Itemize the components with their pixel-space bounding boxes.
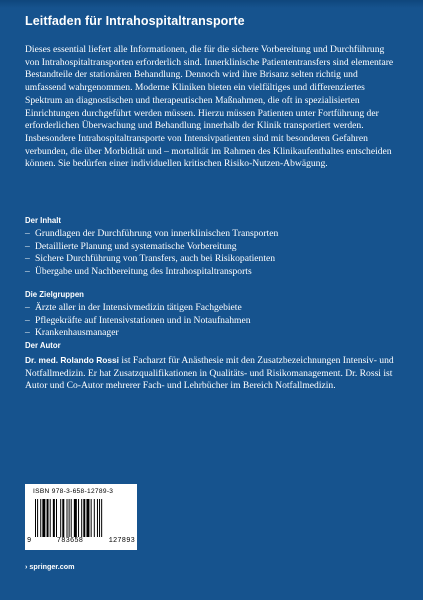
barcode-bar xyxy=(35,499,36,537)
barcode-bar xyxy=(91,499,92,537)
author-bio xyxy=(25,354,397,393)
list-item: – Pflegekräfte auf Intensivstationen und in Notaufnahmen xyxy=(25,315,395,328)
list-item: – Übergabe und Nachbereitung des Intrahospitaltransports xyxy=(25,266,395,279)
author-name: Dr. med. Rolando Rossi xyxy=(25,355,120,365)
barcode-bar xyxy=(67,499,68,537)
section-heading-zielgruppen: Die Zielgruppen xyxy=(25,290,84,299)
intro-paragraph: Dieses essential liefert alle Informationen, die für die sichere Vorbereitung und Durchführung von Intrahospitaltransporten erforderlich sind. Innerklinische Patiententransfers sind elementare Bestandteile der stationären Behandlung. Dennoch wird ihre Brisanz selten richtig und umfassend wahrgenommen. Moderne Kliniken bieten ein vielfältiges und differenziertes Spektrum an diagnostischen und therapeutischen Maßnahmen, die oft in spezialisierten Einrichtungen durchgeführt werden müssen. Hierzu müssen Patienten unter Fortführung der erforderlichen Überwachung und Behandlung innerhalb der Klinik transportiert werden. Insbesondere Intrahospitaltransporte von Intensivpatienten sind mit besonderen Gefahren verbunden, die über Morbidität und – mortalität im Rahmen des Klinikaufenthaltes entscheiden können. Sie bedürfen einer individuellen kritischen Risiko-Nutzen-Abwägung. xyxy=(25,44,394,170)
barcode-bar xyxy=(69,499,70,537)
section-heading-autor: Der Autor xyxy=(25,341,61,350)
barcode-bar xyxy=(81,499,82,537)
barcode-bar xyxy=(40,499,41,537)
barcode-icon xyxy=(35,499,129,537)
barcode-bar xyxy=(97,499,98,537)
barcode-bar xyxy=(42,499,45,537)
barcode-bar xyxy=(74,499,77,537)
isbn-barcode xyxy=(25,484,137,550)
barcode-bar xyxy=(56,499,57,537)
zielgruppen-list xyxy=(25,302,395,340)
list-item: – Ärzte aller in der Intensivmedizin tätigen Fachgebiete xyxy=(25,302,395,315)
barcode-bar xyxy=(47,499,49,537)
barcode-bar xyxy=(53,499,55,537)
list-item: – Grundlagen der Durchführung von innerklinischen Transporten xyxy=(25,228,395,241)
barcode-bar xyxy=(50,499,51,537)
inhalt-list xyxy=(25,228,395,279)
barcode-digit-group: 783658 xyxy=(56,537,84,545)
barcode-bar xyxy=(62,499,64,537)
barcode-digit-group: 127893 xyxy=(108,537,135,545)
list-item: – Detaillierte Planung und systematische Vorbereitung xyxy=(25,241,395,254)
barcode-bar xyxy=(101,499,102,537)
barcode-bar xyxy=(71,499,72,537)
barcode-bar xyxy=(78,499,79,537)
barcode-bar xyxy=(99,499,100,537)
author-bio-text: ist Facharzt für Anästhesie mit den Zusatzbezeichnungen Intensiv- und Notfallmedizin. Er hat Zusatzqualifikationen in Qualitäts- und Risikomanagement. Dr. Rossi ist Autor und Co-Autor mehrerer Fach- und Lehrbücher im Bereich Notfallmedizin. xyxy=(25,355,394,392)
publisher-link[interactable]: › springer.com xyxy=(25,562,75,571)
intro-text xyxy=(25,44,395,171)
barcode-bar xyxy=(60,499,61,537)
section-heading-inhalt: Der Inhalt xyxy=(25,216,61,225)
barcode-digits xyxy=(27,537,135,545)
barcode-bar xyxy=(94,499,95,537)
barcode-bar xyxy=(37,499,38,537)
book-title: Leitfaden für Intrahospitaltransporte xyxy=(25,14,245,28)
isbn-label: ISBN 978-3-658-12789-3 xyxy=(33,488,114,495)
barcode-bar xyxy=(86,499,89,537)
list-item: – Sichere Durchführung von Transfers, auch bei Risikopatienten xyxy=(25,253,395,266)
barcode-bar xyxy=(83,499,85,537)
list-item: – Krankenhausmanager xyxy=(25,327,395,340)
barcode-digit-group: 9 xyxy=(27,537,32,545)
